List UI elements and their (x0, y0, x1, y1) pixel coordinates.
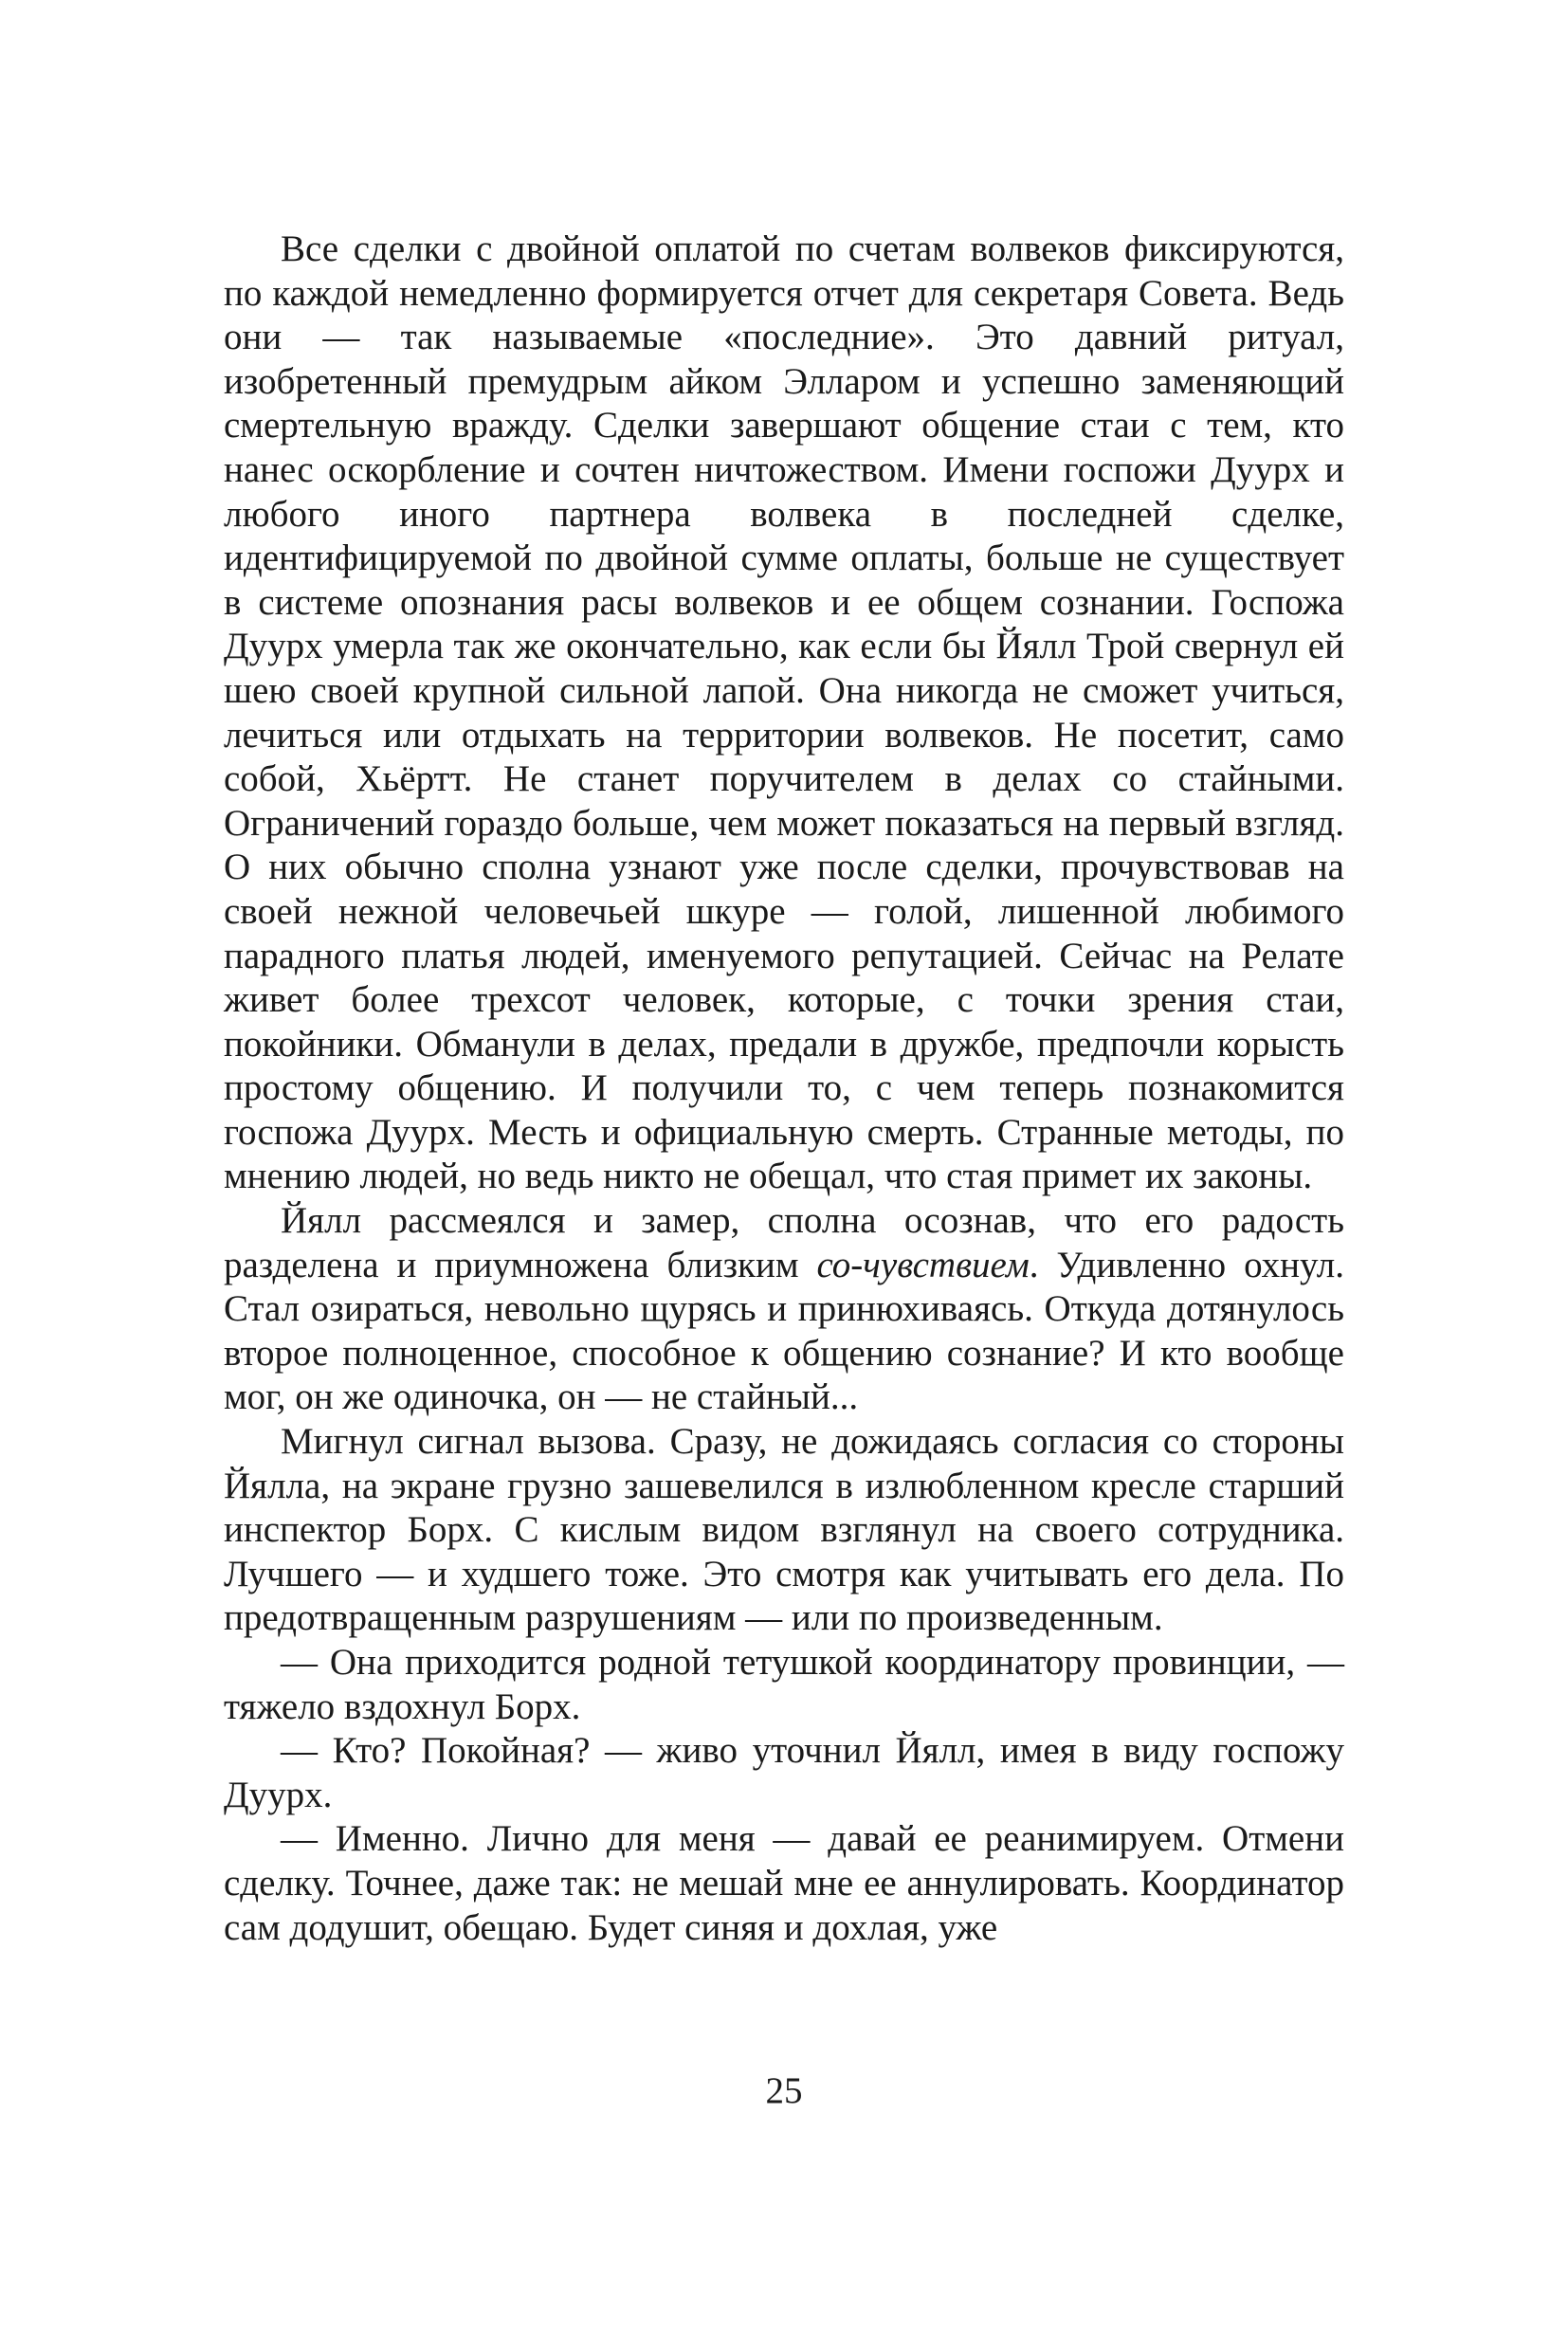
book-page-text (224, 228, 1344, 1950)
paragraph-2-end: . Удивленно охнул. Стал озираться, невольно щурясь и принюхиваясь. Откуда дотянулось второе полноценное, способное к общению сознание? И кто вообще мог, он же одиночка, он — не стайный... (224, 1244, 1344, 1418)
paragraph-2 (224, 1199, 1344, 1420)
paragraph-3: Мигнул сигнал вызова. Сразу, не дожидаясь согласия со стороны Йялла, на экране грузно зашевелился в излюбленном кресле старший инспектор Борх. С кислым видом взглянул на своего сотрудника. Лучшего — и худшего тоже. Это смотря как учитывать его дела. По предотвращенным разрушениям — или по произведенным. (224, 1421, 1344, 1639)
page-number: 25 (765, 2070, 803, 2111)
dialogue-line-2: — Кто? Покойная? — живо уточнил Йялл, имея в виду госпожу Дуурх. (224, 1730, 1344, 1815)
dialogue-line-1: — Она приходится родной тетушкой координатору провинции, — тяжело вздохнул Борх. (224, 1642, 1344, 1727)
paragraph-1: Все сделки с двойной оплатой по счетам волвеков фиксируются, по каждой немедленно формируется отчет для секретаря Совета. Ведь они — так называемые «последние». Это давний ритуал, изобретенный премудрым айком Элларом и успешно заменяющий смертельную вражду. Сделки завершают общение стаи с тем, кто нанес оскорбление и сочтен ничтожеством. Имени госпожи Дуурх и любого иного партнера волвека в последней сделке, идентифицируемой по двойной сумме оплаты, больше не существует в системе опознания расы волвеков и ее общем сознании. Госпожа Дуурх умерла так же окончательно, как если бы Йялл Трой свернул ей шею своей крупной сильной лапой. Она никогда не сможет учиться, лечиться или отдыхать на территории волвеков. Не посетит, само собой, Хьёртт. Не станет поручителем в делах со стайными. Ограничений гораздо больше, чем может показаться на первый взгляд. О них обычно сполна узнают уже после сделки, прочувствовав на своей нежной человечьей шкуре — голой, лишенной любимого парадного платья людей, именуемого репутацией. Сейчас на Релате живет более трехсот человек, которые, с точки зрения стаи, покойники. Обманули в делах, предали в дружбе, предпочли корысть простому общению. И получили то, с чем теперь познакомится госпожа Дуурх. Месть и официальную смерть. Странные методы, по мнению людей, но ведь никто не обещал, что стая примет их законы. (224, 228, 1344, 1197)
dialogue-line-3: — Именно. Лично для меня — давай ее реанимируем. Отмени сделку. Точнее, даже так: не мешай мне ее аннулировать. Координатор сам додушит, обещаю. Будет синяя и дохлая, уже (224, 1818, 1344, 1948)
paragraph-2-start: Йялл рассмеялся и замер, сполна осознав, что его радость разделена и приумножена близким (224, 1200, 1344, 1285)
italic-word: со-чувствием (816, 1244, 1030, 1285)
